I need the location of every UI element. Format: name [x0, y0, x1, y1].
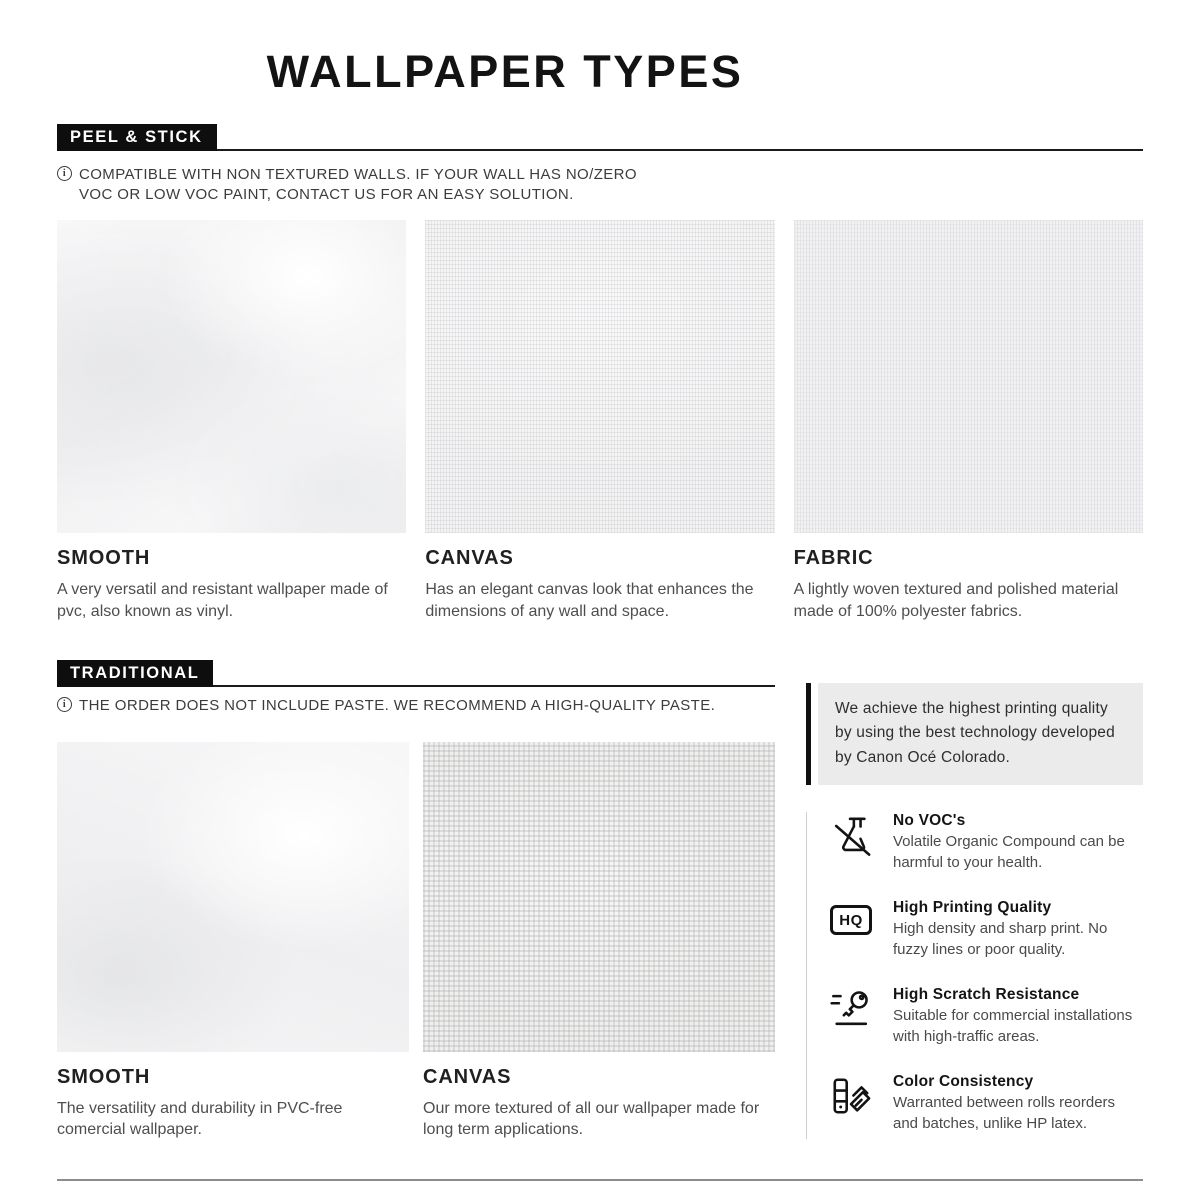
peel-stick-note-text	[79, 165, 637, 204]
quote-text: We achieve the highest printing quality by using the best technology developed by Canon Océ Colorado.	[818, 683, 1143, 785]
smooth-texture-image	[57, 742, 409, 1052]
swatch-title: CANVAS	[423, 1065, 512, 1088]
swatch-card-canvas	[423, 742, 775, 1141]
feature-description: Suitable for commercial installations with high-traffic areas.	[893, 1007, 1133, 1046]
swatch-card-canvas	[425, 220, 774, 622]
bottom-zone	[57, 660, 1143, 1160]
traditional-note	[57, 696, 775, 716]
info-side-panel	[806, 660, 1143, 1160]
peel-stick-header	[57, 124, 1143, 151]
swatch-description: The versatility and durability in PVC-free comercial wallpaper.	[57, 1099, 343, 1138]
info-icon: i	[57, 166, 72, 181]
swatch-card-smooth	[57, 742, 409, 1141]
feature-description: Volatile Organic Compound can be harmful to your health.	[893, 833, 1125, 872]
peel-stick-badge: PEEL & STICK	[57, 124, 217, 151]
note-line-1: COMPATIBLE WITH NON TEXTURED WALLS. IF YOUR WALL HAS NO/ZERO	[79, 166, 637, 184]
feature-color-consistency	[829, 1073, 1143, 1139]
swatch-description: A very versatil and resistant wallpaper made of pvc, also known as vinyl.	[57, 581, 388, 620]
swatch-title: SMOOTH	[57, 1065, 151, 1088]
fabric-texture-image	[794, 220, 1143, 533]
canvas-texture-image	[423, 742, 775, 1052]
peel-stick-header-rule	[217, 149, 1143, 151]
swatch-card-fabric	[794, 220, 1143, 622]
feature-title: Color Consistency	[893, 1073, 1034, 1091]
swatch-card-smooth	[57, 220, 406, 622]
feature-high-scratch-resistance	[829, 986, 1143, 1052]
peel-stick-swatch-grid	[57, 220, 1143, 622]
bottom-divider	[57, 1179, 1143, 1181]
section-traditional	[57, 660, 775, 1160]
feature-description: High density and sharp print. No fuzzy lines or poor quality.	[893, 920, 1108, 959]
traditional-badge: TRADITIONAL	[57, 660, 213, 687]
info-icon: i	[57, 697, 72, 712]
feature-title: High Scratch Resistance	[893, 986, 1080, 1004]
page-title: WALLPAPER TYPES	[266, 46, 744, 97]
color-swatches-icon	[829, 1073, 873, 1117]
traditional-note-text: THE ORDER DOES NOT INCLUDE PASTE. WE RECOMMEND A HIGH-QUALITY PASTE.	[79, 697, 716, 715]
swatch-description: Our more textured of all our wallpaper made for long term applications.	[423, 1099, 760, 1138]
traditional-header-rule	[213, 685, 775, 687]
feature-list	[806, 812, 1143, 1139]
no-chemicals-icon	[829, 812, 873, 858]
feature-title: No VOC's	[893, 812, 966, 830]
canvas-texture-image	[425, 220, 774, 533]
feature-description: Warranted between rolls reorders and batches, unlike HP latex.	[893, 1094, 1116, 1133]
swatch-title: CANVAS	[425, 547, 514, 570]
peel-stick-note	[57, 165, 1143, 204]
smooth-texture-image	[57, 220, 406, 533]
swatch-title: FABRIC	[793, 547, 874, 570]
technology-quote	[806, 683, 1143, 785]
feature-no-vocs	[829, 812, 1143, 878]
section-peel-stick	[57, 124, 1143, 622]
swatch-description: Has an elegant canvas look that enhances the dimensions of any wall and space.	[425, 581, 754, 620]
key-scratch-icon	[829, 986, 873, 1030]
traditional-swatch-grid	[57, 742, 775, 1141]
feature-title: High Printing Quality	[893, 899, 1052, 917]
note-line-2: VOC OR LOW VOC PAINT, CONTACT US FOR AN EASY SOLUTION.	[79, 185, 574, 203]
swatch-description: A lightly woven textured and polished material made of 100% polyester fabrics.	[793, 581, 1119, 620]
quote-accent-bar	[806, 683, 811, 785]
feature-high-printing-quality	[829, 899, 1143, 965]
hq-badge-icon: HQ	[829, 899, 873, 935]
swatch-title: SMOOTH	[57, 547, 151, 570]
traditional-header	[57, 660, 775, 687]
